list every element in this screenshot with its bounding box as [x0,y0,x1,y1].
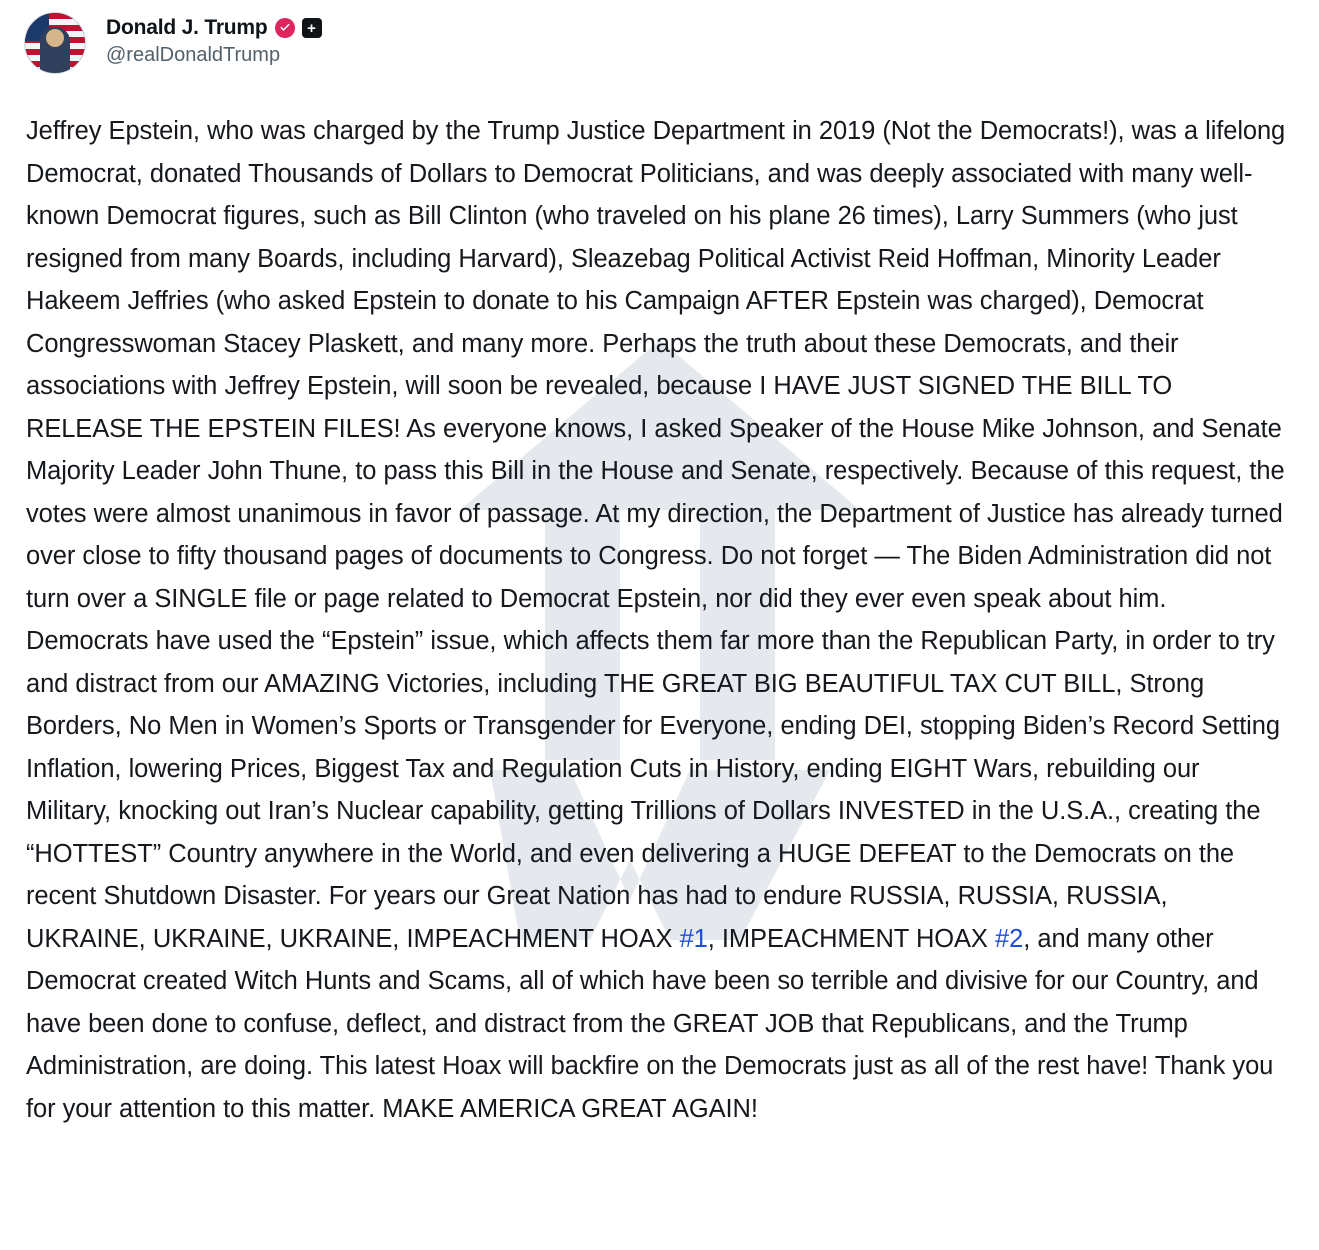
author-name-row [106,16,322,40]
author-identity [106,12,322,67]
post-header [0,0,1319,86]
avatar[interactable] [24,12,86,74]
author-display-name[interactable]: Donald J. Trump [106,16,268,39]
plus-badge-icon[interactable]: + [302,18,322,38]
post-body [0,86,1319,1154]
post-text-part-1: Jeffrey Epstein, who was charged by the Trump Justice Department in 2019 (Not the Democrats!), was a lifelong Democrat, donated Thousands of Dollars to Democrat Politicians, and was deeply associated with many well-known Democrat figures, such as Bill Clinton (who traveled on his plane 26 times), Larry Summers (who just resigned from many Boards, including Harvard), Sleazebag Political Activist Reid Hoffman, Minority Leader Hakeem Jeffries (who asked Epstein to donate to his Campaign AFTER Epstein was charged), Democrat Congresswoman Stacey Plaskett, and many more. Perhaps the truth about these Democrats, and their associations with Jeffrey Epstein, will soon be revealed, because I HAVE JUST SIGNED THE BILL TO RELEASE THE EPSTEIN FILES! As everyone knows, I asked Speaker of the House Mike Johnson, and Senate Majority Leader John Thune, to pass this Bill in the House and Senate, respectively. Because of this request, the votes were almost unanimous in favor of passage. At my direction, the Department of Justice has already turned over close to fifty thousand pages of documents to Congress. Do not forget — The Biden Administration did not turn over a SINGLE file or page related to Democrat Epstein, nor did they ever even speak about him. Democrats have used the “Epstein” issue, which affects them far more than the Republican Party, in order to try and distract from our AMAZING Victories, including THE GREAT BIG BEAUTIFUL TAX CUT BILL, Strong Borders, No Men in Women’s Sports or Transgender for Everyone, ending DEI, stopping Biden’s Record Setting Inflation, lowering Prices, Biggest Tax and Regulation Cuts in History, ending EIGHT Wars, rebuilding our Military, knocking out Iran’s Nuclear capability, getting Trillions of Dollars INVESTED in the U.S.A., creating the “HOTTEST” Country anywhere in the World, and even delivering a HUGE DEFEAT to the Democrats on the recent Shutdown Disaster. For years our Great Nation has had to endure RUSSIA, RUSSIA, RUSSIA, UKRAINE, UKRAINE, UKRAINE, IMPEACHMENT HOAX [26,117,1286,953]
post-text-part-2: , IMPEACHMENT HOAX [707,924,996,953]
portrait-silhouette [40,27,70,73]
verified-check-icon[interactable] [275,18,295,38]
hashtag-impeachment-hoax-2[interactable]: #2 [995,924,1024,953]
hashtag-impeachment-hoax-1[interactable]: #1 [679,924,708,953]
author-handle[interactable]: @realDonaldTrump [106,44,281,66]
post-text-part-3: , and many other Democrat created Witch Hunts and Scams, all of which have been so terrible and divisive for our Country, and have been done to confuse, deflect, and distract from the GREAT JOB that Republicans, and the Trump Administration, are doing. This latest Hoax will backfire on the Democrats just as all of the rest have! Thank you for your attention to this matter. MAKE AMERICA GREAT AGAIN! [26,924,1274,1123]
